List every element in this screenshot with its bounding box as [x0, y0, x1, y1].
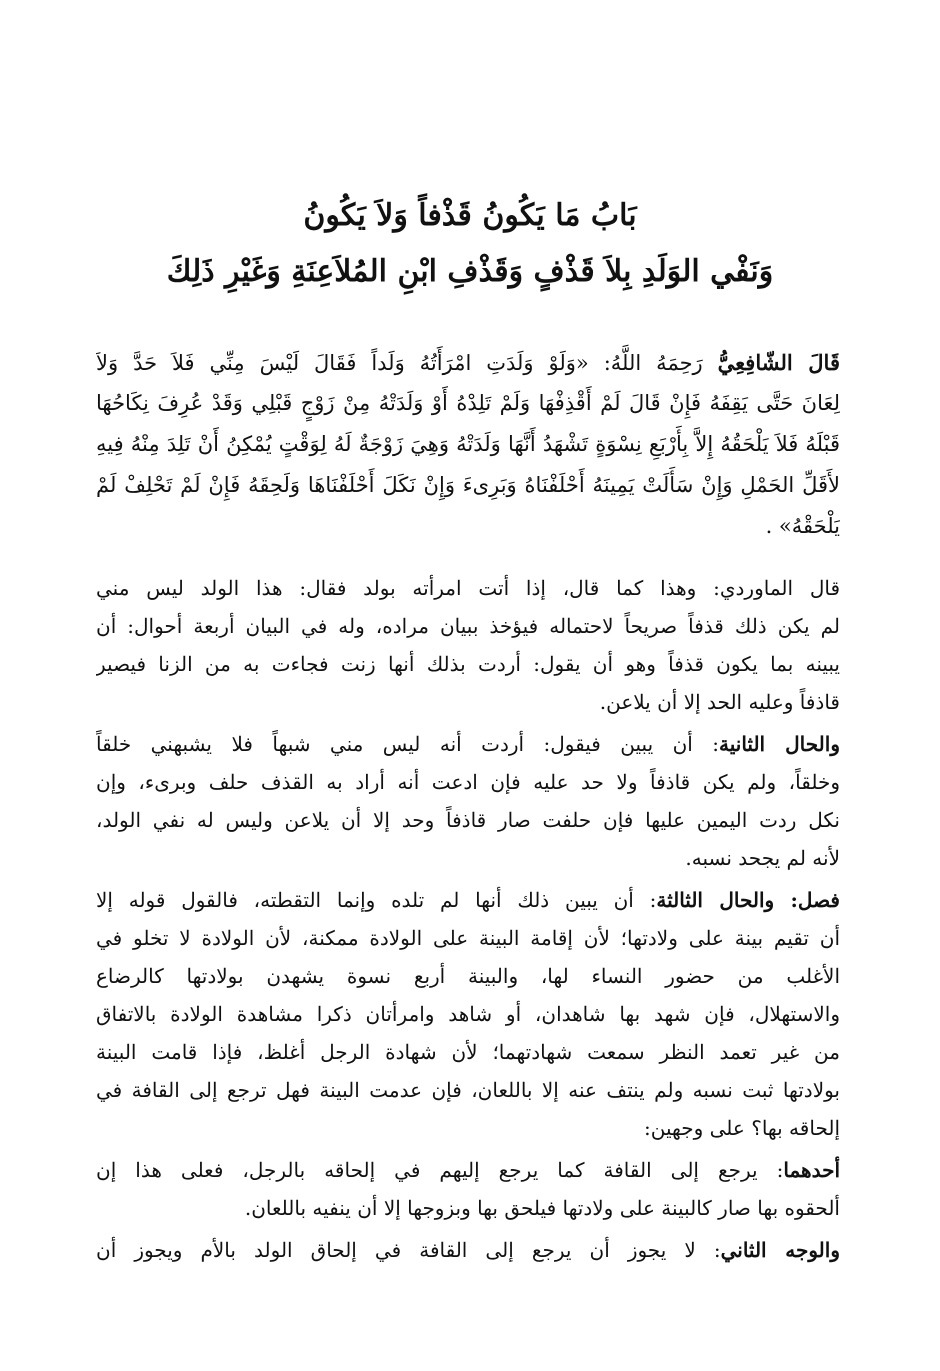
text-line: الأغلب من حضور النساء لها، والبينة أربع نسوة يشهدن بولادتها كالرضاع: [96, 964, 840, 988]
quote-line: لأَقَلِّ الحَمْلِ وَإِنْ سَأَلَتْ يَمِينَهُ أَحْلَفْنَاهُ وَبَرِىءَ وَإِنْ نَكَلَ أَحْلَفْنَاهَا وَلَحِقَهُ فَإِنْ لَمْ تَحْلِفْ لَمْ: [96, 473, 840, 497]
quote-line: قَالَ الشّافِعِيُّ رَحِمَهُ اللَّهُ: «وَلَوْ وَلَدَتِ امْرَأَتُهُ وَلَداً فَقَالَ لَيْسَ مِنِّي فَلاَ حَدَّ وَلاَ: [96, 350, 840, 375]
text-line: قال الماوردي: وهذا كما قال، إذا أتت امرأته بولد فقال: هذا الولد ليس مني: [96, 576, 840, 600]
text-line: والاستهلال، فإن شهد بها شاهدان، أو شاهد وامرأتان ذكرا مشاهدة الولادة بالاتفاق: [96, 1002, 840, 1026]
text-line: أن تقيم بينة على ولادتها؛ لأن إقامة البينة على الولادة ممكنة، لأن الولادة لا تخلو في: [96, 926, 840, 950]
text-line: نكل ردت اليمين عليها فإن حلفت صار قاذفاً وحد إلا أن يلاعن وليس له نفي الولد،: [96, 808, 840, 832]
page-body: [96, 342, 840, 1269]
quote-line: يَلْحَقْهُ» .: [765, 514, 840, 538]
third-case-paragraph: [96, 881, 840, 1147]
text-line: يبينه بما يكون قذفاً وهو أن يقول: أردت بذلك أنها زنت فجاءت به من الزنا فيصير: [96, 652, 840, 676]
first-view-paragraph: [96, 1151, 840, 1227]
shafii-quote-paragraph: [96, 342, 840, 547]
text-line: أحدهما: يرجع إلى القافة كما يرجع إليهم في إلحاقه بالرجل، فعلى هذا إن: [96, 1158, 840, 1182]
paragraph-lead: أحدهما: [783, 1158, 840, 1182]
text-line: وخلقاً، ولم يكن قاذفاً ولا حد عليه فإن ادعت أنه أراد به القذف حلف وبرىء، وإن: [96, 770, 840, 794]
text-line: إلحاقه بها؟ على وجهين:: [644, 1116, 840, 1140]
chapter-title-line-2: وَنَفْي الوَلَدِ بِلاَ قَذْفٍ وَقَذْفِ ابْنِ المُلاَعِنَةِ وَغَيْرِ ذَلِكَ: [166, 254, 774, 289]
mawardi-paragraph: [96, 569, 840, 721]
quote-lead: قَالَ الشّافِعِيُّ: [717, 350, 840, 375]
text-line: فصل: والحال الثالثة: أن يبين ذلك أنها لم تلده وإنما التقطته، فالقول قوله إلا: [96, 888, 840, 912]
quote-line: قَبْلَهُ فَلاَ يَلْحَقُهُ إِلاَّ بِأَرْبَعِ نِسْوَةٍ تَشْهَدُ أَنَّهَا وَلَدَتْهُ وَهِيَ زَوْجَةٌ لَهُ لِوَقْتٍ يُمْكِنُ أَنْ تَلِدَ مِنْهُ فِيهِ: [96, 432, 840, 456]
paragraph-lead: والحال الثانية: [719, 732, 840, 756]
paragraph-lead: فصل: والحال الثالثة: [656, 888, 840, 912]
text-line: لم يكن ذلك قذفاً صريحاً لاحتماله فيؤخذ ببيان مراده، وله في البيان أربعة أحوال: أن: [96, 614, 840, 638]
chapter-title: [80, 188, 860, 300]
text-line: لأنه لم يجحد نسبه.: [685, 846, 840, 870]
text-line: والحال الثانية: أن يبين فيقول: أردت أنه ليس مني شبهاً فلا يشبهني خلقاً: [96, 732, 840, 756]
text-line: ألحقوه بها صار كالبينة على ولادتها فيلحق بها وبزوجها إلا أن ينفيه باللعان.: [244, 1196, 840, 1220]
text-line: قاذفاً وعليه الحد إلا أن يلاعن.: [599, 690, 840, 714]
text-line: بولادتها ثبت نسبه ولم ينتف عنه إلا باللعان، فإن عدمت البينة فهل ترجع إلى القافة في: [96, 1078, 840, 1102]
second-case-paragraph: [96, 725, 840, 877]
second-view-paragraph: [96, 1231, 840, 1269]
quote-line: لِعَانَ حَتَّى يَقِفَهُ فَإِنْ قَالَ لَمْ أَقْذِفْهَا وَلَمْ تَلِدْهُ أَوْ وَلَدَتْهُ مِنْ زَوْجٍ قَبْلِي وَقَدْ عُرِفَ نِكَاحُهَا: [96, 391, 840, 415]
text-line: والوجه الثاني: لا يجوز أن يرجع إلى القافة في إلحاق الولد بالأم ويجوز أن: [96, 1238, 840, 1262]
chapter-title-line-1: بَابُ مَا يَكُونُ قَذْفاً وَلاَ يَكُونُ: [303, 198, 637, 233]
paragraph-lead: والوجه الثاني: [720, 1238, 840, 1262]
text-line: من غير تعمد النظر سمعت شهادتهما؛ لأن شهادة الرجل أغلظ، فإذا قامت البينة: [96, 1040, 840, 1064]
